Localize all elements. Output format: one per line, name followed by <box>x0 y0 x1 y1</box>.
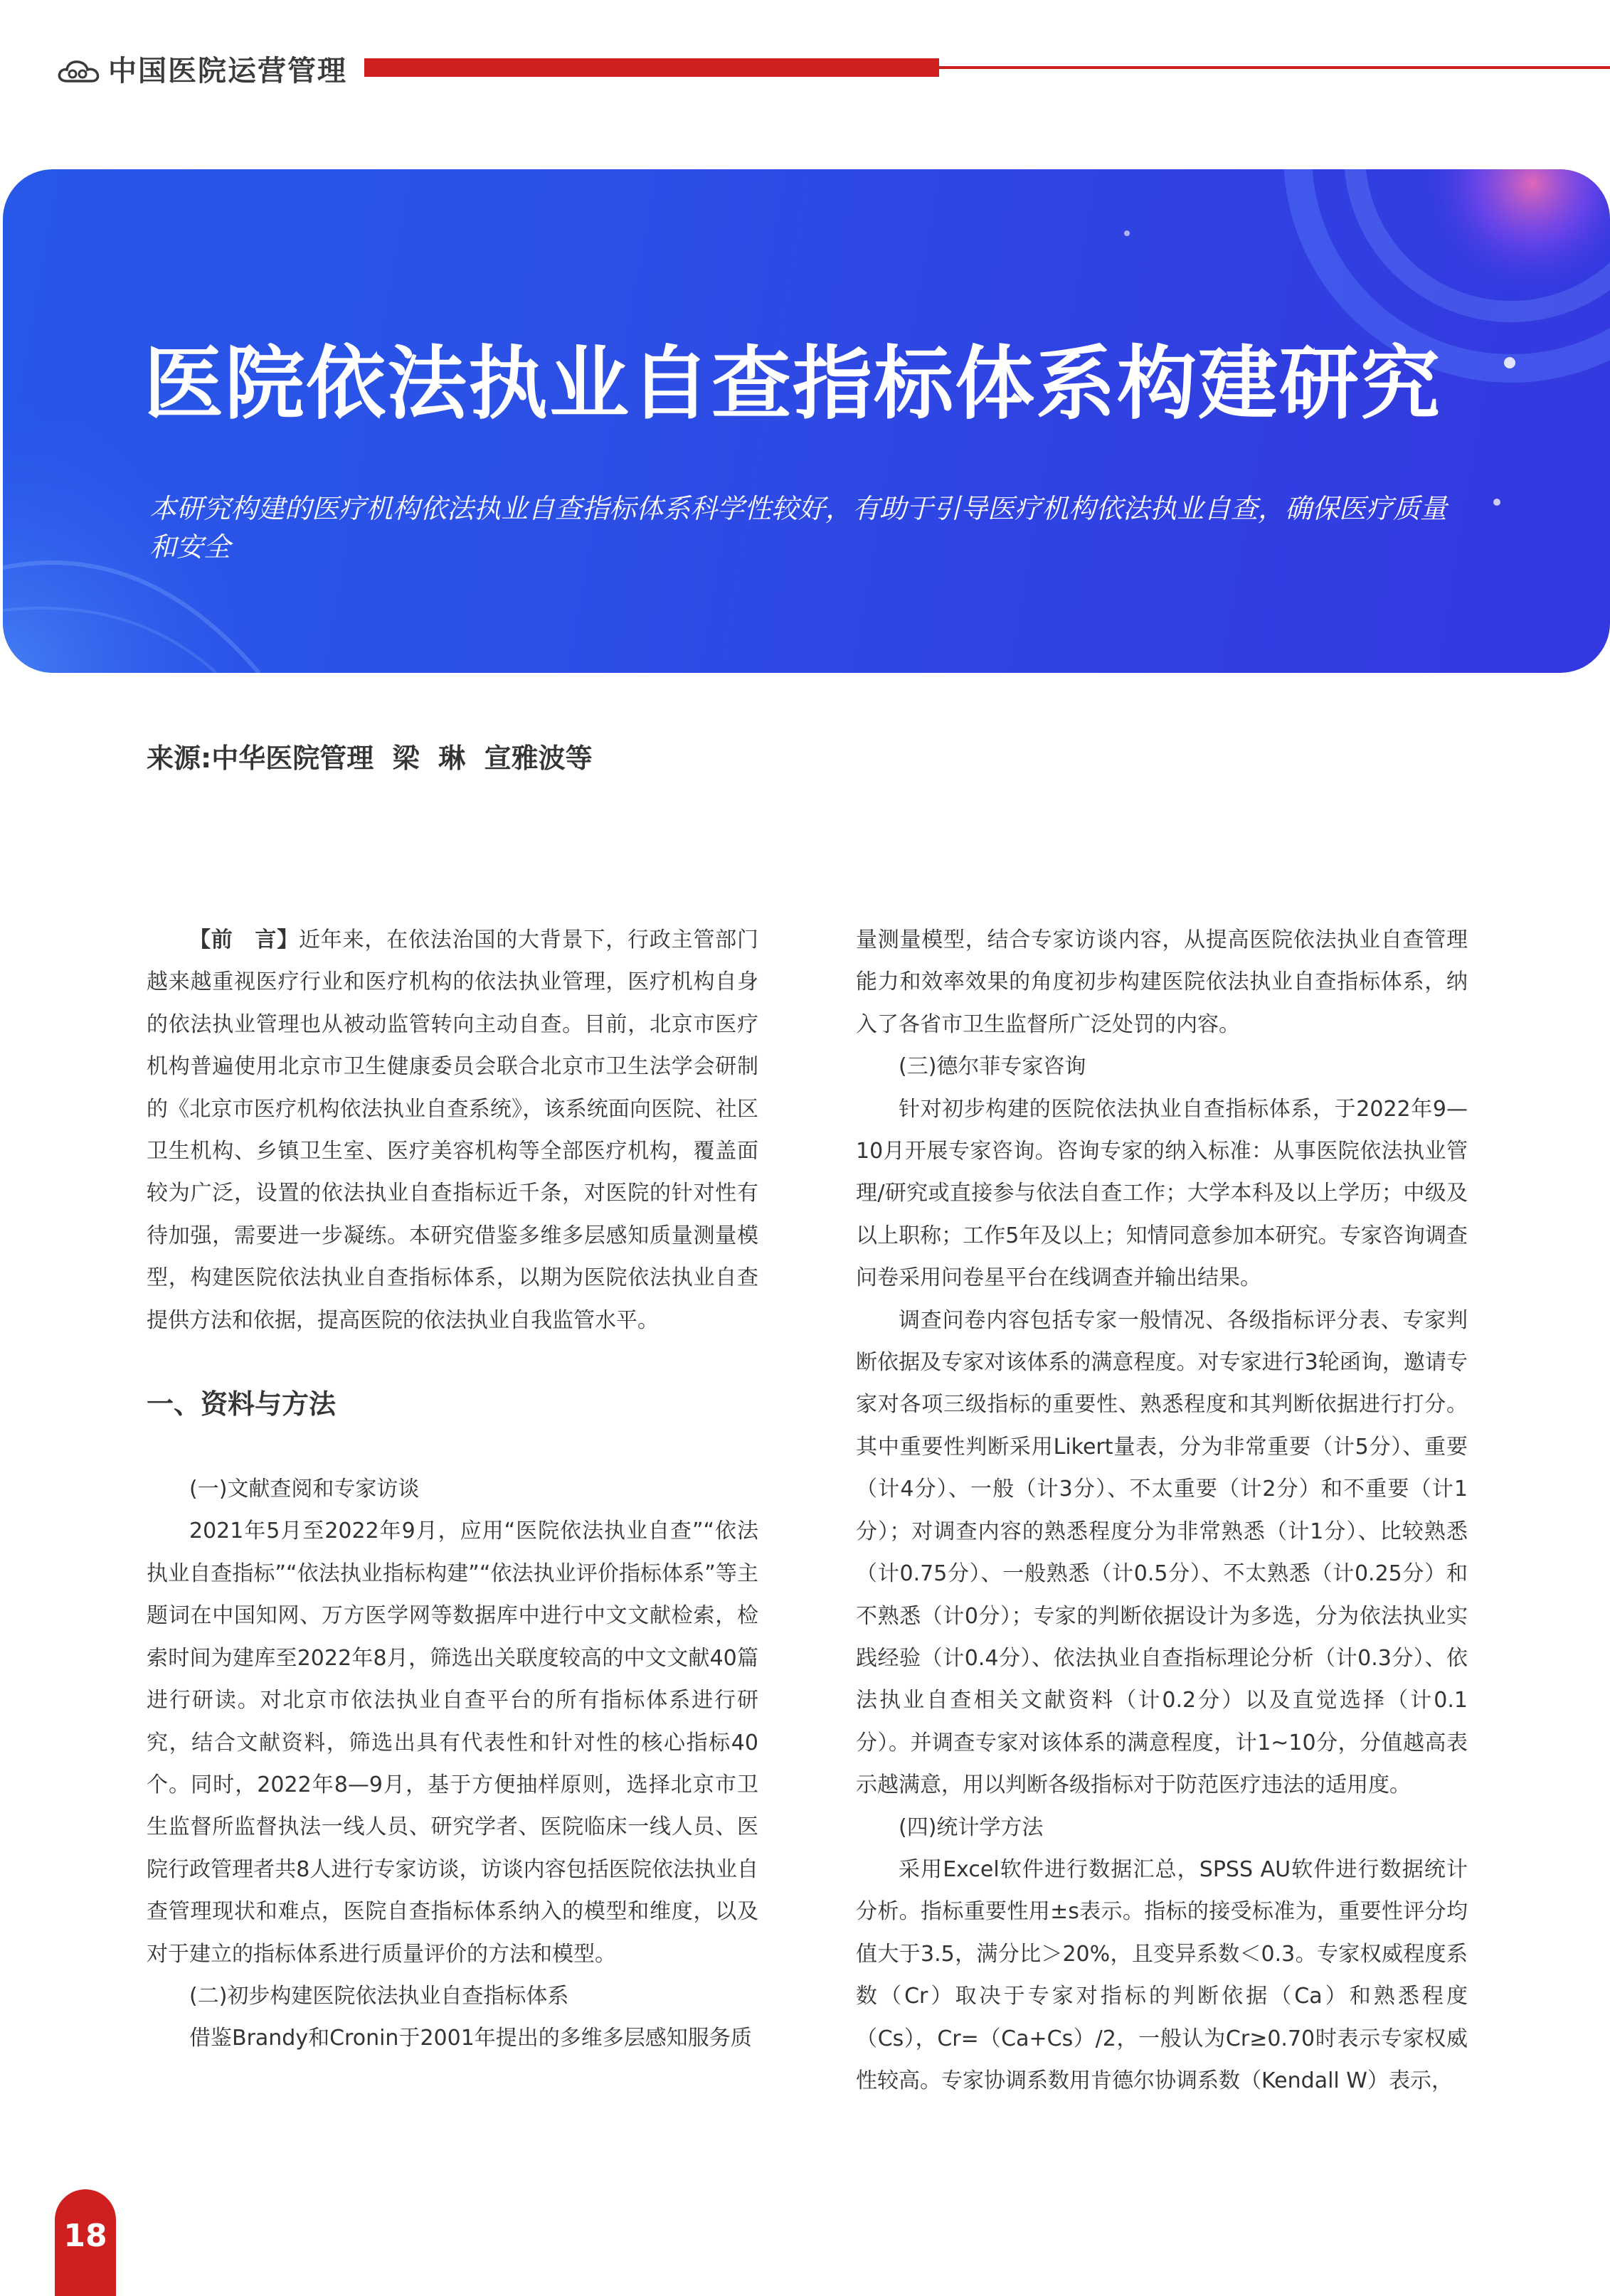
right-column <box>856 919 1468 2102</box>
section-heading: 一、资料与方法 <box>147 1388 337 1420</box>
article-subtitle: 本研究构建的医疗机构依法执业自查指标体系科学性较好，有助于引导医疗机构依法执业自查，确保医疗质量和安全 <box>149 493 1448 563</box>
header-red-line <box>939 66 1610 69</box>
subsection-heading: (四)统计学方法 <box>899 1814 1044 1840</box>
body-paragraph: 针对初步构建的医院依法执业自查指标体系，于2022年9—10月开展专家咨询。咨询专家的纳入标准：从事医院依法执业管理/研究或直接参与依法自查工作；大学本科及以上学历；中级及以上职称；工作5年及以上；知情同意参加本研究。专家咨询调查问卷采用问卷星平台在线调查并输出结果。 <box>856 1096 1468 1291</box>
intro-paragraph <box>147 919 758 1341</box>
intro-lead: 【前 言】 <box>189 928 299 952</box>
body-paragraph: 调查问卷内容包括专家一般情况、各级指标评分表、专家判断依据及专家对该体系的满意程度。对专家进行3轮函询，邀请专家对各项三级指标的重要性、熟悉程度和其判断依据进行打分。其中重要性判断采用Likert量表，分为非常重要（计5分）、重要（计4分）、一般（计3分）、不太重要（计2分）和不重要（计1分）；对调查内容的熟悉程度分为非常熟悉（计1分）、比较熟悉（计0.75分）、一般熟悉（计0.5分）、不太熟悉（计0.25分）和不熟悉（计0分）；专家的判断依据设计为多选，分为依法执业实践经验（计0.4分）、依法执业自查指标理论分析（计0.3分）、依法执业自查相关文献资料（计0.2分）以及直觉选择（计0.1分）。并调查专家对该体系的满意程度，计1~10分，分值越高表示越满意，用以判断各级指标对于防范医疗违法的适用度。 <box>856 1307 1468 1798</box>
body-paragraph: 量测量模型，结合专家访谈内容，从提高医院依法执业自查管理能力和效率效果的角度初步构建医院依法执业自查指标体系，纳入了各省市卫生监督所广泛处罚的内容。 <box>856 928 1468 1037</box>
subsection-heading: (二)初步构建医院依法执业自查指标体系 <box>189 1983 569 2009</box>
intro-text: 近年来，在依法治国的大背景下，行政主管部门越来越重视医疗行业和医疗机构的依法执业管理，医疗机构自身的依法执业管理也从被动监管转向主动自查。目前，北京市医疗机构普遍使用北京市卫生健康委员会联合北京市卫生法学会研制的《北京市医疗机构依法执业自查系统》，该系统面向医院、社区卫生机构、乡镇卫生室、医疗美容机构等全部医疗机构，覆盖面较为广泛，设置的依法执业自查指标近千条，对医院的针对性有待加强，需要进一步凝练。本研究借鉴多维多层感知质量测量模型，构建医院依法执业自查指标体系，以期为医院依法执业自查提供方法和依据，提高医院的依法执业自我监管水平。 <box>147 928 758 1333</box>
subsection-heading: (一)文献查阅和专家访谈 <box>189 1477 420 1502</box>
page-number-tab <box>55 2189 116 2296</box>
page-header <box>0 0 1610 142</box>
article-title: 医院依法执业自查指标体系构建研究 <box>144 338 1441 430</box>
page-number: 18 <box>63 2218 107 2254</box>
cloud-logo-icon <box>57 58 101 84</box>
body-paragraph: 采用Excel软件进行数据汇总，SPSS AU软件进行数据统计分析。指标重要性用±s表示。指标的接受标准为，重要性评分均值大于3.5，满分比＞20%，且变异系数＜0.3。专家权威程度系数（Cr）取决于专家对指标的判断依据（Ca）和熟悉程度（Cs），Cr=（Ca+Cs）/2，一般认为Cr≥0.70时表示专家权威性较高。专家协调系数用肯德尔协调系数（Kendall W）表示， <box>856 1856 1468 2093</box>
left-column <box>147 919 758 2060</box>
title-banner <box>3 169 1610 673</box>
body-paragraph: 2021年5月至2022年9月，应用“医院依法执业自查”“依法执业自查指标”“依法执业指标构建”“依法执业评价指标体系”等主题词在中国知网、万方医学网等数据库中进行中文文献检索，检索时间为建库至2022年8月，筛选出关联度较高的中文文献40篇进行研读。对北京市依法执业自查平台的所有指标体系进行研究，结合文献资料，筛选出具有代表性和针对性的核心指标40个。同时，2022年8—9月，基于方便抽样原则，选择北京市卫生监督所监督执法一线人员、研究学者、医院临床一线人员、医院行政管理者共8人进行专家访谈，访谈内容包括医院依法执业自查管理现状和难点，医院自查指标体系纳入的模型和维度，以及对于建立的指标体系进行质量评价的方法和模型。 <box>147 1519 758 1967</box>
magazine-name: 中国医院运营管理 <box>108 55 347 87</box>
body-paragraph: 借鉴Brandy和Cronin于2001年提出的多维多层感知服务质 <box>189 2026 752 2051</box>
article-source: 来源:中华医院管理 梁 琳 宣雅波等 <box>147 743 593 774</box>
subsection-heading: (三)德尔菲专家咨询 <box>899 1054 1086 1080</box>
header-red-bar <box>364 58 939 77</box>
